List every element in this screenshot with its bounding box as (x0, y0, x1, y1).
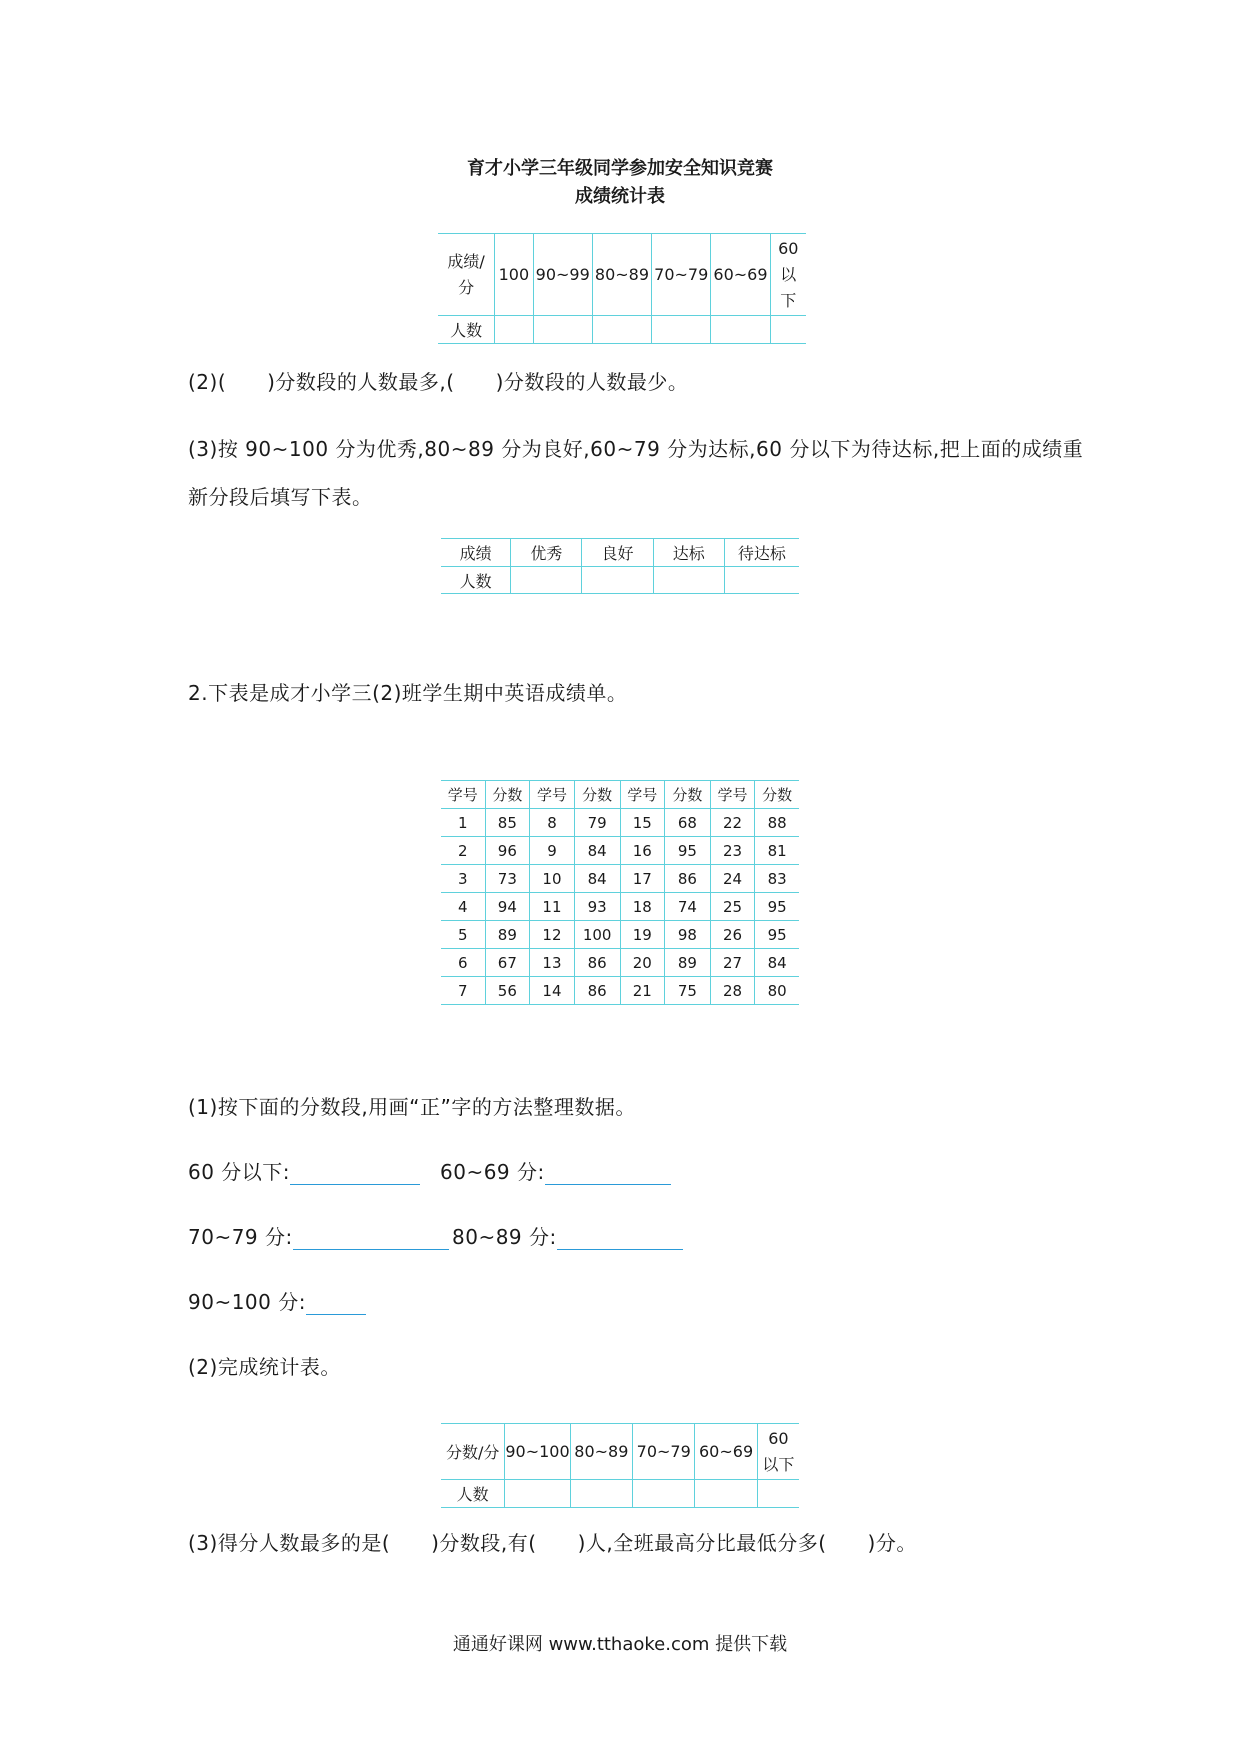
table-cell: 83 (755, 865, 799, 893)
table-cell: 21 (620, 977, 665, 1005)
table-cell: 89 (485, 921, 530, 949)
table-row (441, 837, 799, 865)
table-cell: 7 (441, 977, 485, 1005)
fill-label: 60 分以下: (188, 1160, 291, 1184)
row-header: 成绩/ 分 (438, 234, 495, 316)
col-header: 90~99 (533, 234, 592, 316)
table-cell: 13 (530, 949, 575, 977)
blank-cell[interactable] (511, 567, 582, 594)
col-header: 分数 (755, 781, 799, 809)
fill-label: 70~79 分: (188, 1225, 293, 1249)
table-cell: 22 (710, 809, 755, 837)
stat-table (441, 1423, 799, 1508)
blank-cell[interactable] (652, 316, 711, 344)
col-header: 60 以下 (757, 1424, 799, 1480)
col-header: 70~79 (633, 1424, 695, 1480)
table-cell: 27 (710, 949, 755, 977)
table-cell: 81 (755, 837, 799, 865)
table-cell: 5 (441, 921, 485, 949)
fill-70-79 (188, 1221, 449, 1250)
table-cell: 100 (574, 921, 620, 949)
table-row (441, 949, 799, 977)
table-cell: 84 (574, 837, 620, 865)
score-table-1 (438, 233, 806, 344)
table-cell: 75 (665, 977, 711, 1005)
col-header: 学号 (441, 781, 485, 809)
fill-60-69 (440, 1156, 671, 1185)
table-cell: 4 (441, 893, 485, 921)
grade-table (441, 538, 799, 594)
table-cell: 12 (530, 921, 575, 949)
table-cell: 19 (620, 921, 665, 949)
table-cell: 89 (665, 949, 711, 977)
col-header: 分数 (665, 781, 711, 809)
table-cell: 56 (485, 977, 530, 1005)
col-header: 90~100 (505, 1424, 570, 1480)
table-cell: 84 (755, 949, 799, 977)
table-cell: 86 (665, 865, 711, 893)
question-2-intro: 2.下表是成才小学三(2)班学生期中英语成绩单。 (188, 681, 628, 705)
answer-blank[interactable] (293, 1227, 449, 1250)
table-cell: 26 (710, 921, 755, 949)
table-row (441, 865, 799, 893)
col-header: 达标 (653, 539, 724, 567)
row-header: 分数/分 (441, 1424, 505, 1480)
table-cell: 15 (620, 809, 665, 837)
col-header: 成绩 (441, 539, 511, 567)
count-label: 人数 (441, 567, 511, 594)
table-cell: 80 (755, 977, 799, 1005)
table-cell: 17 (620, 865, 665, 893)
table-cell: 23 (710, 837, 755, 865)
table-cell: 95 (755, 921, 799, 949)
table-cell: 3 (441, 865, 485, 893)
col-header: 分数 (574, 781, 620, 809)
fill-below-60 (188, 1156, 420, 1185)
col-header: 60~69 (711, 234, 770, 316)
col-header: 70~79 (652, 234, 711, 316)
count-label: 人数 (441, 1480, 505, 1508)
english-score-table (441, 780, 799, 1005)
table-cell: 86 (574, 977, 620, 1005)
table-cell: 20 (620, 949, 665, 977)
table-row (441, 977, 799, 1005)
table-cell: 88 (755, 809, 799, 837)
fill-label: 80~89 分: (452, 1225, 557, 1249)
table-row (441, 893, 799, 921)
blank-cell[interactable] (724, 567, 799, 594)
blank-cell[interactable] (592, 316, 651, 344)
table-cell: 73 (485, 865, 530, 893)
table-cell: 96 (485, 837, 530, 865)
table-cell: 85 (485, 809, 530, 837)
table-cell: 9 (530, 837, 575, 865)
table-cell: 95 (755, 893, 799, 921)
table-cell: 14 (530, 977, 575, 1005)
table-cell: 24 (710, 865, 755, 893)
col-header: 良好 (582, 539, 653, 567)
table-cell: 93 (574, 893, 620, 921)
table-cell: 67 (485, 949, 530, 977)
table-cell: 74 (665, 893, 711, 921)
col-header: 80~89 (570, 1424, 632, 1480)
fill-80-89 (452, 1221, 683, 1250)
question-1-3-line1: (3)按 90~100 分为优秀,80~89 分为良好,60~79 分为达标,60 分以下为待达标,把上面的成绩重 (188, 437, 1084, 461)
question-1-3-line2: 新分段后填写下表。 (188, 485, 373, 509)
table-row (441, 921, 799, 949)
fill-label: 60~69 分: (440, 1160, 545, 1184)
count-label: 人数 (438, 316, 495, 344)
col-header: 80~89 (592, 234, 651, 316)
table-cell: 18 (620, 893, 665, 921)
answer-blank[interactable] (557, 1227, 683, 1250)
blank-cell[interactable] (570, 1480, 632, 1508)
fill-label: 90~100 分: (188, 1290, 306, 1314)
col-header: 待达标 (724, 539, 799, 567)
table-cell: 95 (665, 837, 711, 865)
footer-text: 通通好课网 www.tthaoke.com 提供下载 (452, 1634, 788, 1655)
table-cell: 98 (665, 921, 711, 949)
question-2-2: (2)完成统计表。 (188, 1355, 341, 1379)
col-header: 学号 (710, 781, 755, 809)
col-header: 100 (495, 234, 533, 316)
question-1-2: (2)( )分数段的人数最多,( )分数段的人数最少。 (188, 370, 689, 394)
table-cell: 84 (574, 865, 620, 893)
blank-cell[interactable] (505, 1480, 570, 1508)
col-header: 学号 (530, 781, 575, 809)
table-cell: 11 (530, 893, 575, 921)
page-title: 育才小学三年级同学参加安全知识竞赛 (467, 158, 773, 179)
table-cell: 28 (710, 977, 755, 1005)
blank-cell[interactable] (711, 316, 770, 344)
table-cell: 79 (574, 809, 620, 837)
table-cell: 68 (665, 809, 711, 837)
blank-cell[interactable] (633, 1480, 695, 1508)
blank-cell[interactable] (695, 1480, 757, 1508)
table-cell: 2 (441, 837, 485, 865)
page-subtitle: 成绩统计表 (575, 186, 665, 207)
table-cell: 1 (441, 809, 485, 837)
blank-cell[interactable] (495, 316, 533, 344)
question-2-3: (3)得分人数最多的是( )分数段,有( )人,全班最高分比最低分多( )分。 (188, 1531, 917, 1555)
blank-cell[interactable] (582, 567, 653, 594)
blank-cell[interactable] (770, 316, 806, 344)
answer-blank[interactable] (545, 1162, 671, 1185)
blank-cell[interactable] (653, 567, 724, 594)
blank-cell[interactable] (757, 1480, 799, 1508)
col-header: 优秀 (511, 539, 582, 567)
answer-blank[interactable] (306, 1292, 366, 1315)
table-cell: 10 (530, 865, 575, 893)
table-row (441, 809, 799, 837)
table-cell: 94 (485, 893, 530, 921)
col-header: 分数 (485, 781, 530, 809)
blank-cell[interactable] (533, 316, 592, 344)
table-cell: 16 (620, 837, 665, 865)
fill-90-100 (188, 1286, 366, 1315)
table-cell: 6 (441, 949, 485, 977)
table-cell: 8 (530, 809, 575, 837)
table-cell: 86 (574, 949, 620, 977)
table-cell: 25 (710, 893, 755, 921)
answer-blank[interactable] (290, 1162, 420, 1185)
question-2-1: (1)按下面的分数段,用画“正”字的方法整理数据。 (188, 1095, 636, 1119)
col-header: 60 以 下 (770, 234, 806, 316)
col-header: 学号 (620, 781, 665, 809)
col-header: 60~69 (695, 1424, 757, 1480)
